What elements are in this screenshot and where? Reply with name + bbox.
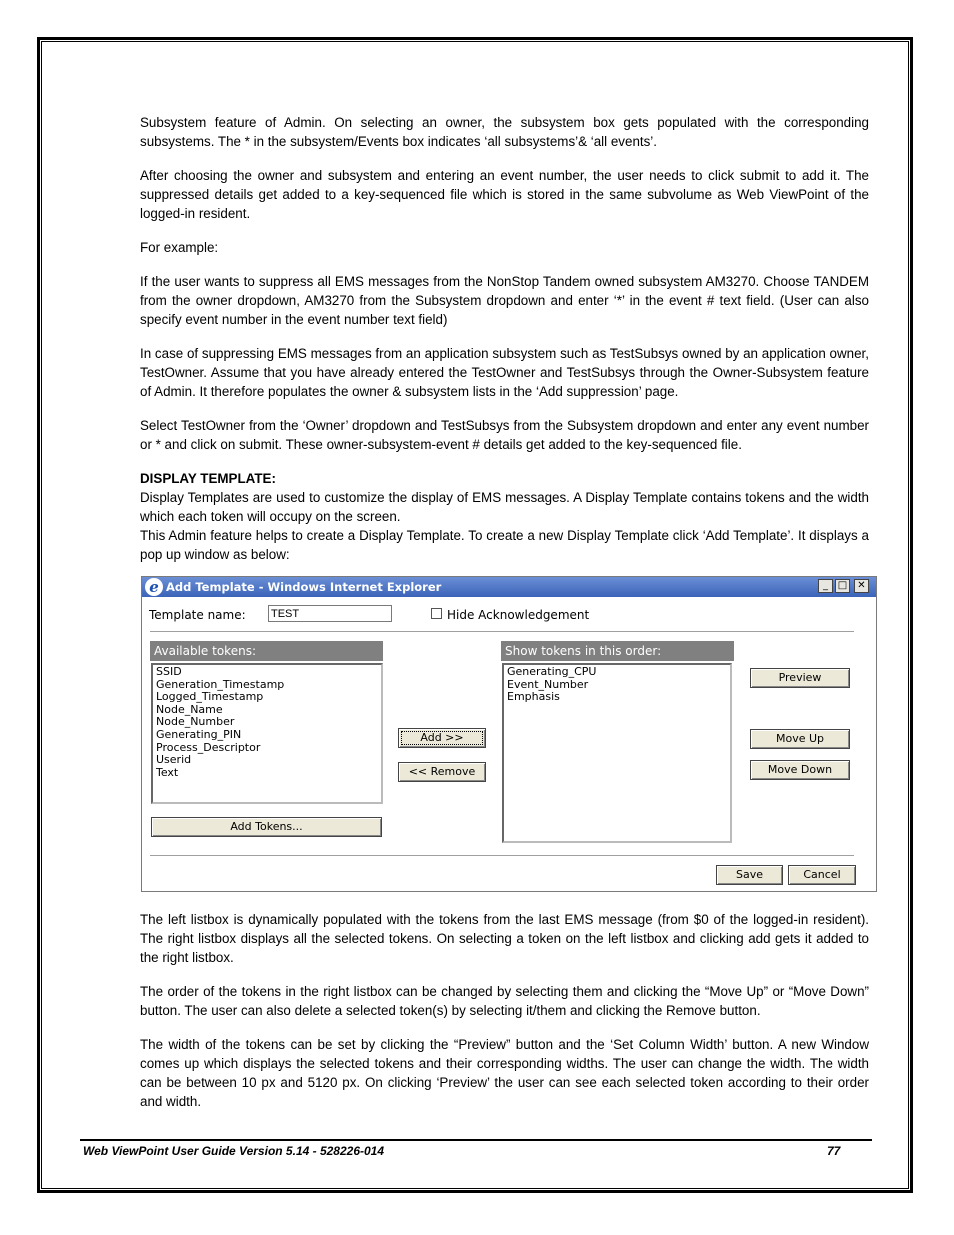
dialog-titlebar [142,577,876,597]
preview-button[interactable]: Preview [750,668,850,688]
paragraph: The left listbox is dynamically populated with the tokens from the last EMS message (from $0 of the logged-in resident). The right listbox displays all the selected tokens. On selecting a token on the left listbox and clicking add gets it added to the right listbox. [140,912,869,965]
remove-button[interactable]: << Remove [398,762,486,782]
paragraph: For example: [140,240,219,255]
paragraph: This Admin feature helps to create a Display Template. To create a new Display Template click ‘Add Template’. It displays a pop up window as below: [140,528,869,562]
divider [150,855,854,857]
footer-title: Web ViewPoint User Guide Version 5.14 - 528226-014 [83,1144,385,1158]
section-heading: DISPLAY TEMPLATE: [140,471,276,486]
show-tokens-header: Show tokens in this order: [501,641,734,661]
paragraph: After choosing the owner and subsystem and entering an event number, the user needs to click submit to add it. The suppressed details get added to a key-sequenced file which is stored in the same subvolume as Web ViewPoint of the logged-in resident. [140,168,869,221]
list-item[interactable]: Generating_PIN [156,727,242,741]
minimize-icon[interactable]: _ [818,579,833,593]
add-tokens-button[interactable]: Add Tokens... [151,817,382,837]
move-up-button[interactable]: Move Up [750,729,850,749]
paragraph: The width of the tokens can be set by clicking the “Preview” button and the ‘Set Column Width’ button. A new Window comes up which displays the selected tokens and their corresponding widths. The user can change the width. The width can be between 10 px and 5120 px. On clicking ‘Preview’ the user can see each selected token according to their order and width. [140,1037,869,1109]
move-down-button[interactable]: Move Down [750,760,850,780]
paragraph: Select TestOwner from the ‘Owner’ dropdown and TestSubsys from the Subsystem dropdown and enter any event number or * and click on submit. These owner-subsystem-event # details get added to the key-sequenced file. [140,418,869,452]
dialog-title: Add Template - Windows Internet Explorer [166,580,442,594]
maximize-icon[interactable]: □ [835,579,850,593]
list-item[interactable]: SSID [156,665,182,678]
divider [150,631,854,633]
list-item[interactable]: Node_Number [156,715,235,729]
paragraph: Subsystem feature of Admin. On selecting an owner, the subsystem box gets populated with the corresponding subsystems. The * in the subsystem/Events box indicates ‘all subsystems’& ‘all events’. [140,115,869,149]
show-tokens-listbox[interactable] [502,663,732,843]
list-item[interactable]: Text [156,765,179,779]
list-item[interactable]: Generation_Timestamp [156,677,285,691]
hide-ack-checkbox[interactable] [431,608,442,619]
list-item[interactable]: Event_Number [507,677,589,691]
list-item[interactable]: Generating_CPU [507,665,597,678]
list-item[interactable]: Userid [156,753,192,767]
page-number: 77 [827,1144,841,1158]
paragraph: If the user wants to suppress all EMS messages from the NonStop Tandem owned subsystem AM3270. Choose TANDEM from the owner dropdown, AM3270 from the Subsystem dropdown and enter ‘*’ in the event # text field. (User can also specify event number in the event number text field) [140,274,869,327]
list-item[interactable]: Logged_Timestamp [156,690,264,704]
save-button[interactable]: Save [716,865,783,885]
template-name-label: Template name: [149,608,246,622]
available-tokens-header: Available tokens: [150,641,383,661]
list-item[interactable]: Node_Name [156,702,223,716]
footer-rule [80,1139,872,1141]
ie-icon: e [145,578,163,596]
hide-ack-label: Hide Acknowledgement [447,608,590,622]
page-content [140,113,869,1126]
add-button[interactable]: Add >> [398,728,486,748]
available-tokens-listbox[interactable] [151,663,383,804]
cancel-button[interactable]: Cancel [788,865,856,885]
close-icon[interactable]: ✕ [854,579,869,593]
paragraph: In case of suppressing EMS messages from an application subsystem such as TestSubsys owned by an application owner, TestOwner. Assume that you have already entered the TestOwner and TestSubsys through the Owner-Subsystem feature of Admin. It therefore populates the owner & subsystem lists in the ‘Add suppression’ page. [140,346,869,399]
add-template-dialog-screenshot [141,576,877,892]
template-name-input[interactable] [268,605,392,622]
list-item[interactable]: Emphasis [507,690,560,704]
paragraph: Display Templates are used to customize the display of EMS messages. A Display Template contains tokens and the width which each token will occupy on the screen. [140,490,869,524]
paragraph: The order of the tokens in the right listbox can be changed by selecting them and clicking the “Move Up” or “Move Down” button. The user can also delete a selected token(s) by selecting it/them and clicking the Remove button. [140,984,869,1018]
list-item[interactable]: Process_Descriptor [156,740,261,754]
